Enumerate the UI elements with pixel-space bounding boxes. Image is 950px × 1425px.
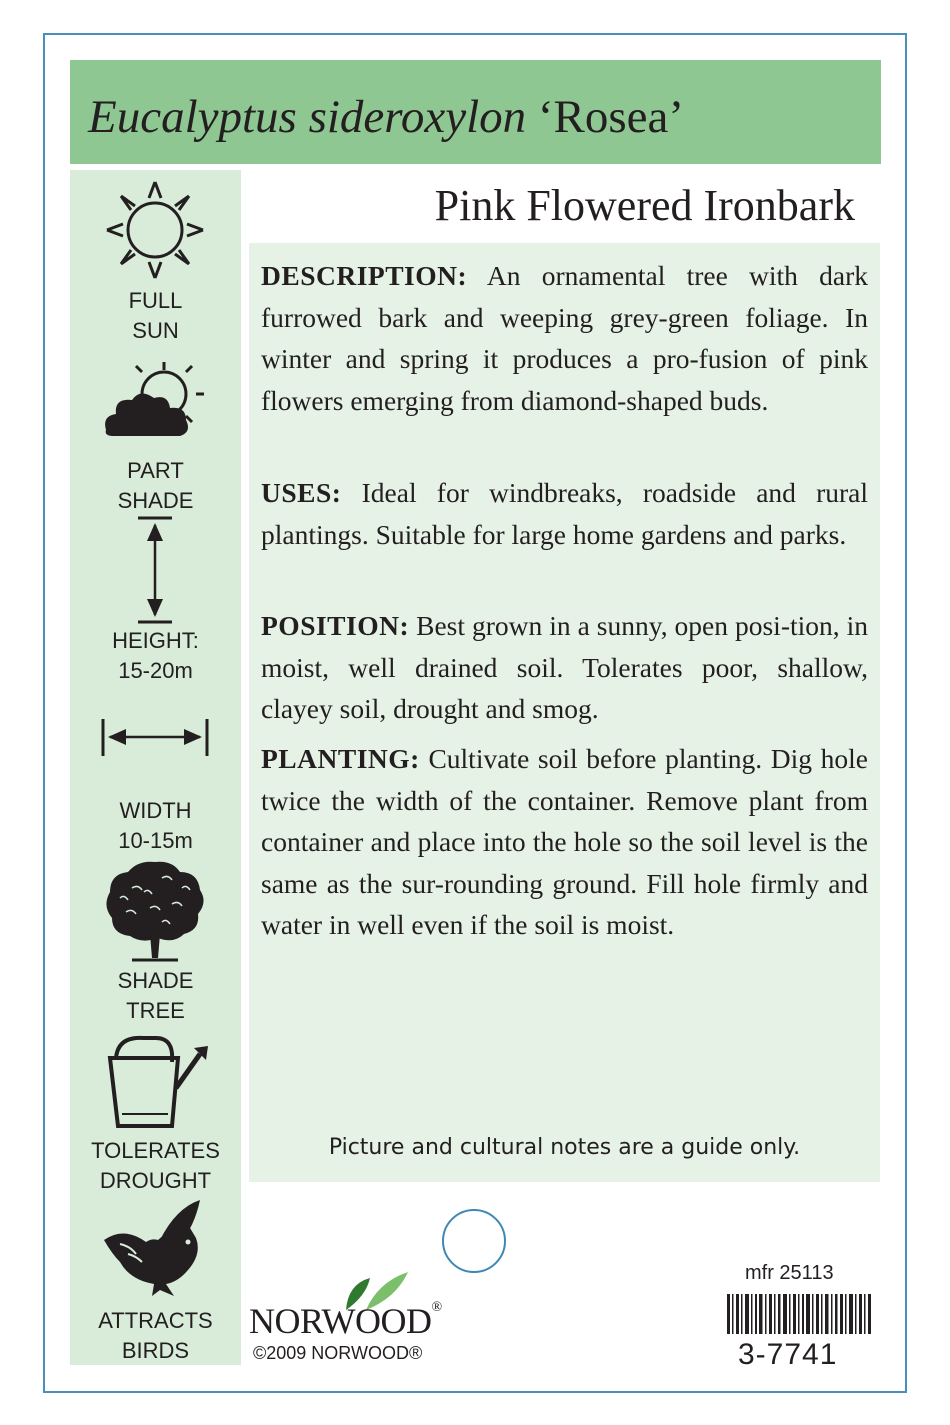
uses-section (261, 472, 868, 555)
botanical-title (88, 90, 684, 144)
planting-text: Cultivate soil before planting. Dig hole twice the width of the container. Remove plant from container and place into the hole so the soil level is the same as the sur-rounding ground. Fill hole firmly and water in well even if the soil is moist. (261, 743, 869, 940)
position-heading: POSITION: (261, 610, 410, 641)
drought-line2: DROUGHT (99, 1168, 212, 1193)
drought-line1: TOLERATES (91, 1138, 220, 1163)
description-heading: DESCRIPTION: (261, 260, 468, 291)
common-name: Pink Flowered Ironbark (434, 181, 855, 230)
mfr-number: mfr 25113 (745, 1262, 834, 1284)
disclaimer: Picture and cultural notes are a guide only. (328, 1135, 801, 1160)
birds-line1: ATTRACTS (98, 1308, 213, 1333)
full-sun-label (70, 286, 241, 346)
brand-name: NORWOOD (249, 1301, 432, 1341)
drought-label (70, 1136, 241, 1196)
height-line2: 15-20m (118, 658, 193, 683)
full-sun-line1: FULL (128, 288, 183, 313)
barcode-icon (727, 1294, 872, 1334)
vertical-arrow-icon (130, 515, 180, 625)
watering-can-icon (100, 1028, 212, 1132)
bird-icon (100, 1198, 212, 1298)
copyright: ©2009 NORWOOD® (253, 1343, 423, 1363)
botanical-name: Eucalyptus sideroxylon (88, 91, 527, 143)
part-shade-line1: PART (127, 458, 184, 483)
shade-tree-label (70, 966, 241, 1026)
uses-text: Ideal for windbreaks, roadside and rural plantings. Suitable for large home gardens and parks. (261, 477, 869, 550)
brand-logo (249, 1300, 442, 1342)
planting-heading: PLANTING: (261, 743, 420, 774)
product-code: 3-7741 (738, 1338, 838, 1371)
height-label (70, 626, 241, 686)
shade-tree-line1: SHADE (117, 968, 194, 993)
tree-icon (102, 858, 208, 962)
uses-heading: USES: (261, 477, 342, 508)
shade-tree-line2: TREE (126, 998, 185, 1023)
birds-line2: BIRDS (121, 1338, 190, 1363)
sun-icon (105, 180, 205, 280)
birds-label (70, 1306, 241, 1366)
cultivar-name: ‘Rosea’ (537, 91, 685, 143)
width-line2: 10-15m (118, 828, 193, 853)
part-shade-label (70, 456, 241, 516)
price-circle (442, 1209, 506, 1273)
brand-registered: ® (431, 1300, 442, 1315)
horizontal-arrow-icon (100, 715, 210, 760)
width-line1: WIDTH (119, 798, 192, 823)
width-label (70, 796, 241, 856)
planting-section (261, 738, 868, 946)
height-line1: HEIGHT: (112, 628, 199, 653)
full-sun-line2: SUN (132, 318, 179, 343)
sun-cloud-icon (100, 360, 210, 445)
description-section (261, 255, 868, 421)
part-shade-line2: SHADE (117, 488, 194, 513)
position-section (261, 605, 868, 730)
position-text: Best grown in a sunny, open posi-tion, in moist, well drained soil. Tolerates poor, shallow, clayey soil, drought and smog. (261, 610, 869, 724)
description-text: An ornamental tree with dark furrowed bark and weeping grey-green foliage. In winter and spring it produces a pro-fusion of pink flowers emerging from diamond-shaped buds. (261, 260, 868, 416)
